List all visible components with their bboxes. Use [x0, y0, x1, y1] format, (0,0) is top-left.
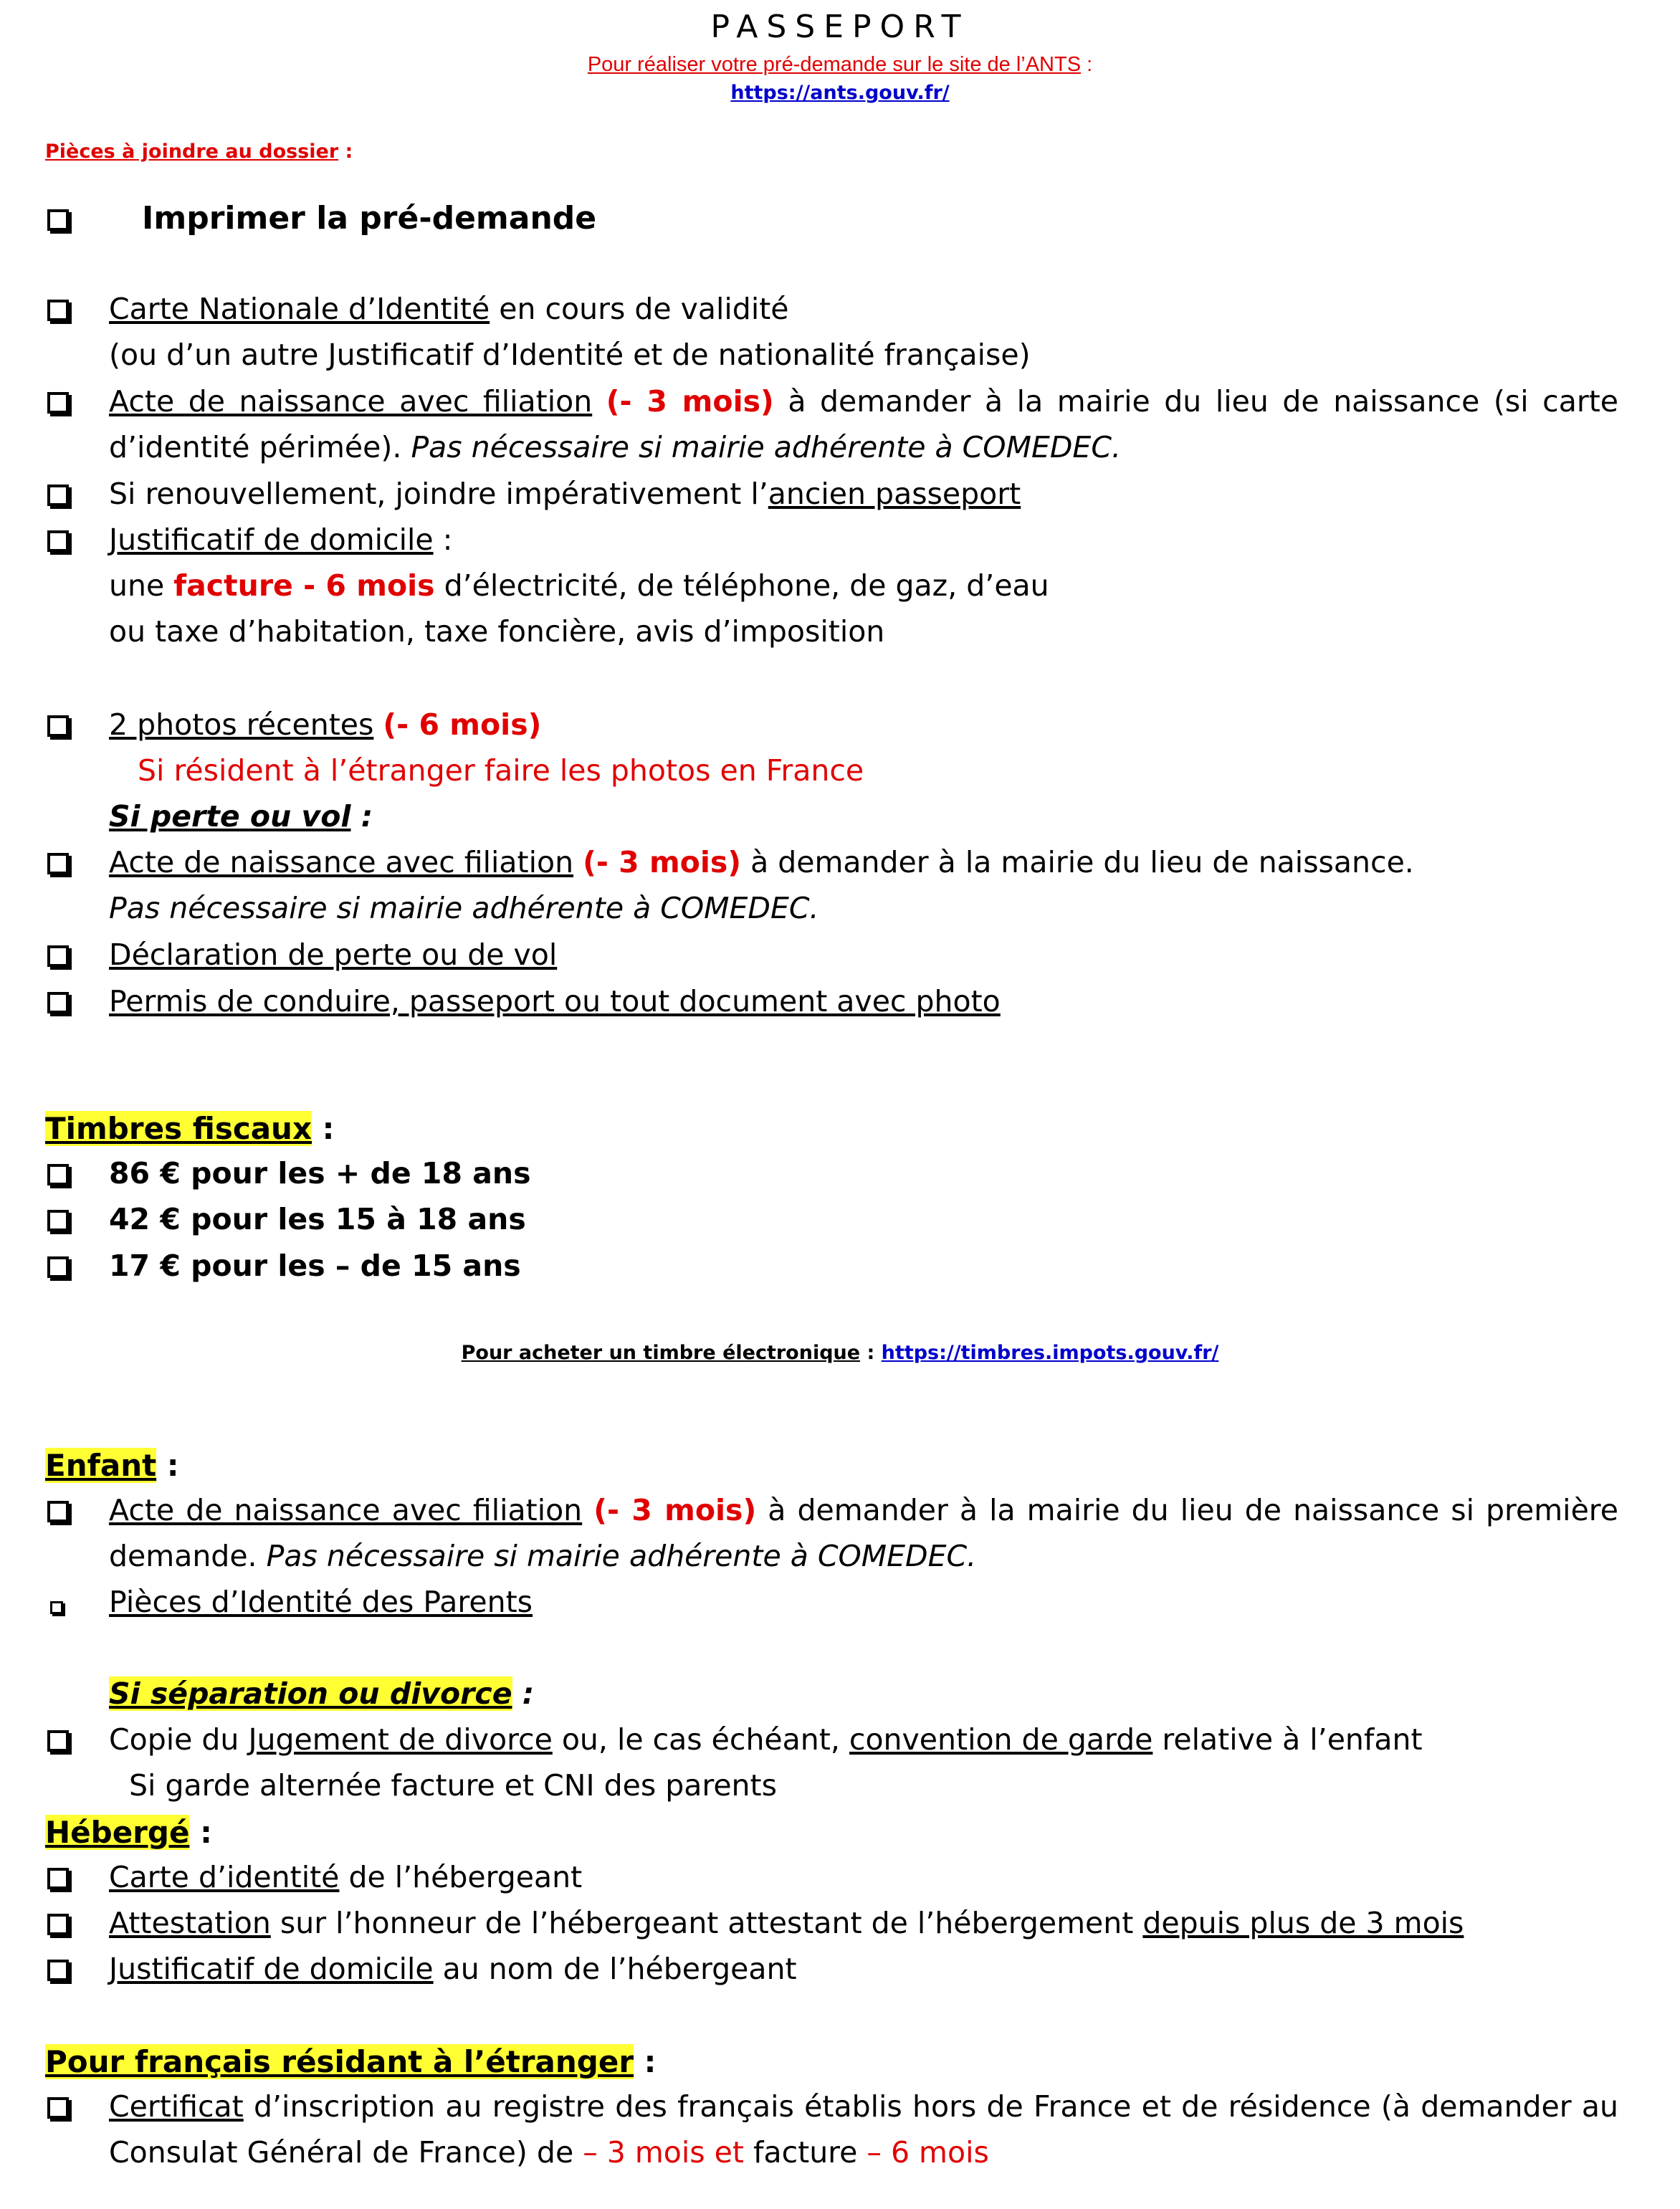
parents-item: Pièces d’Identité des Parents — [109, 1585, 533, 1619]
checkbox-copie[interactable] — [47, 1730, 69, 1752]
timbre-teen: 42 € pour les 15 à 18 ans — [109, 1202, 526, 1236]
checkbox-enfant-acte[interactable] — [47, 1501, 69, 1522]
checkbox-parents[interactable] — [50, 1601, 63, 1614]
checkbox-cni[interactable] — [47, 300, 69, 321]
subtitle-text: Pour réaliser votre pré-demande sur le site de l’ANTS — [587, 53, 1082, 76]
loss-acte-line2: Pas nécessaire si mairie adhérente à COMEDEC. — [109, 891, 819, 925]
checkbox-timbre-child[interactable] — [47, 1256, 69, 1278]
checkbox-timbre-adult[interactable] — [47, 1164, 69, 1185]
heberge-carte-item: Carte d’identité de l’hébergeant — [109, 1860, 583, 1894]
separation-heading: Si séparation ou divorce : — [109, 1676, 535, 1711]
checkbox-renew[interactable] — [47, 485, 69, 506]
page-title: PASSEPORT — [710, 9, 970, 45]
garde-line: Si garde alternée facture et CNI des parents — [129, 1768, 777, 1803]
etranger-heading: Pour français résidant à l’étranger : — [45, 2044, 657, 2079]
domicile-item: Justificatif de domicile : — [109, 523, 453, 557]
certificat-item: Certificat d’inscription au registre des français établis hors de France et de résidence (à demander au — [109, 2089, 1618, 2124]
timbres-heading: Timbres fiscaux : — [45, 1111, 335, 1146]
enfant-heading: Enfant : — [45, 1448, 179, 1483]
checkbox-timbre-teen[interactable] — [47, 1210, 69, 1231]
ants-link[interactable]: https://ants.gouv.fr/ — [730, 82, 950, 104]
enfant-acte-item: Acte de naissance avec filiation (- 3 mois) à demander à la mairie du lieu de naissance si première — [109, 1493, 1618, 1527]
print-item: Imprimer la pré-demande — [142, 200, 597, 237]
attestation-item: Attestation sur l’honneur de l’hébergeant attestant de l’hébergement depuis plus de 3 mois — [109, 1906, 1464, 1940]
cni-item-line2: (ou d’un autre Justificatif d’Identité et de nationalité française) — [109, 338, 1031, 372]
acte-item-line2: d’identité périmée). Pas nécessaire si mairie adhérente à COMEDEC. — [109, 430, 1121, 464]
declaration-item: Déclaration de perte ou de vol — [109, 937, 558, 972]
checkbox-print[interactable] — [47, 209, 69, 231]
checkbox-permis[interactable] — [47, 992, 69, 1013]
acte-item: Acte de naissance avec filiation (- 3 mois) à demander à la mairie du lieu de naissance (si carte — [109, 384, 1618, 419]
enfant-acte-line2: demande. Pas nécessaire si mairie adhérente à COMEDEC. — [109, 1539, 977, 1573]
permis-item: Permis de conduire, passeport ou tout document avec photo — [109, 984, 1001, 1018]
buy-stamp-line: Pour acheter un timbre électronique : https://timbres.impots.gouv.fr/ — [461, 1342, 1219, 1364]
photos-item-line2: Si résident à l’étranger faire les photos en France — [138, 753, 864, 788]
copie-item: Copie du Jugement de divorce ou, le cas échéant, convention de garde relative à l’enfant — [109, 1722, 1423, 1757]
timbre-child: 17 € pour les – de 15 ans — [109, 1249, 521, 1283]
checkbox-loss-acte[interactable] — [47, 853, 69, 874]
timbres-link[interactable]: https://timbres.impots.gouv.fr/ — [881, 1342, 1219, 1364]
cni-item: Carte Nationale d’Identité en cours de validité — [109, 292, 789, 326]
certificat-line2: Consulat Général de France) de – 3 mois et facture – 6 mois — [109, 2135, 989, 2170]
domicile-item-line3: ou taxe d’habitation, taxe foncière, avis d’imposition — [109, 614, 885, 649]
heberge-justificatif-item: Justificatif de domicile au nom de l’hébergeant — [109, 1952, 797, 1986]
loss-heading: Si perte ou vol : — [109, 799, 373, 834]
loss-acte-item: Acte de naissance avec filiation (- 3 mois) à demander à la mairie du lieu de naissance. — [109, 845, 1414, 879]
pieces-heading: Pièces à joindre au dossier : — [45, 140, 353, 163]
checkbox-declaration[interactable] — [47, 945, 69, 967]
renew-item: Si renouvellement, joindre impérativement l’ancien passeport — [109, 477, 1021, 511]
photos-item: 2 photos récentes (- 6 mois) — [109, 707, 542, 742]
heberge-heading: Hébergé : — [45, 1815, 212, 1850]
checkbox-certificat[interactable] — [47, 2097, 69, 2119]
checkbox-domicile[interactable] — [47, 530, 69, 552]
checkbox-heberge-carte[interactable] — [47, 1868, 69, 1889]
checkbox-heberge-justificatif[interactable] — [47, 1960, 69, 1981]
checkbox-attestation[interactable] — [47, 1914, 69, 1935]
checkbox-acte[interactable] — [47, 392, 69, 414]
subtitle: Pour réaliser votre pré-demande sur le site de l’ANTS : — [587, 53, 1093, 76]
domicile-item-line2: une facture - 6 mois d’électricité, de téléphone, de gaz, d’eau — [109, 568, 1049, 603]
checkbox-photos[interactable] — [47, 715, 69, 737]
timbre-adult: 86 € pour les + de 18 ans — [109, 1156, 531, 1191]
